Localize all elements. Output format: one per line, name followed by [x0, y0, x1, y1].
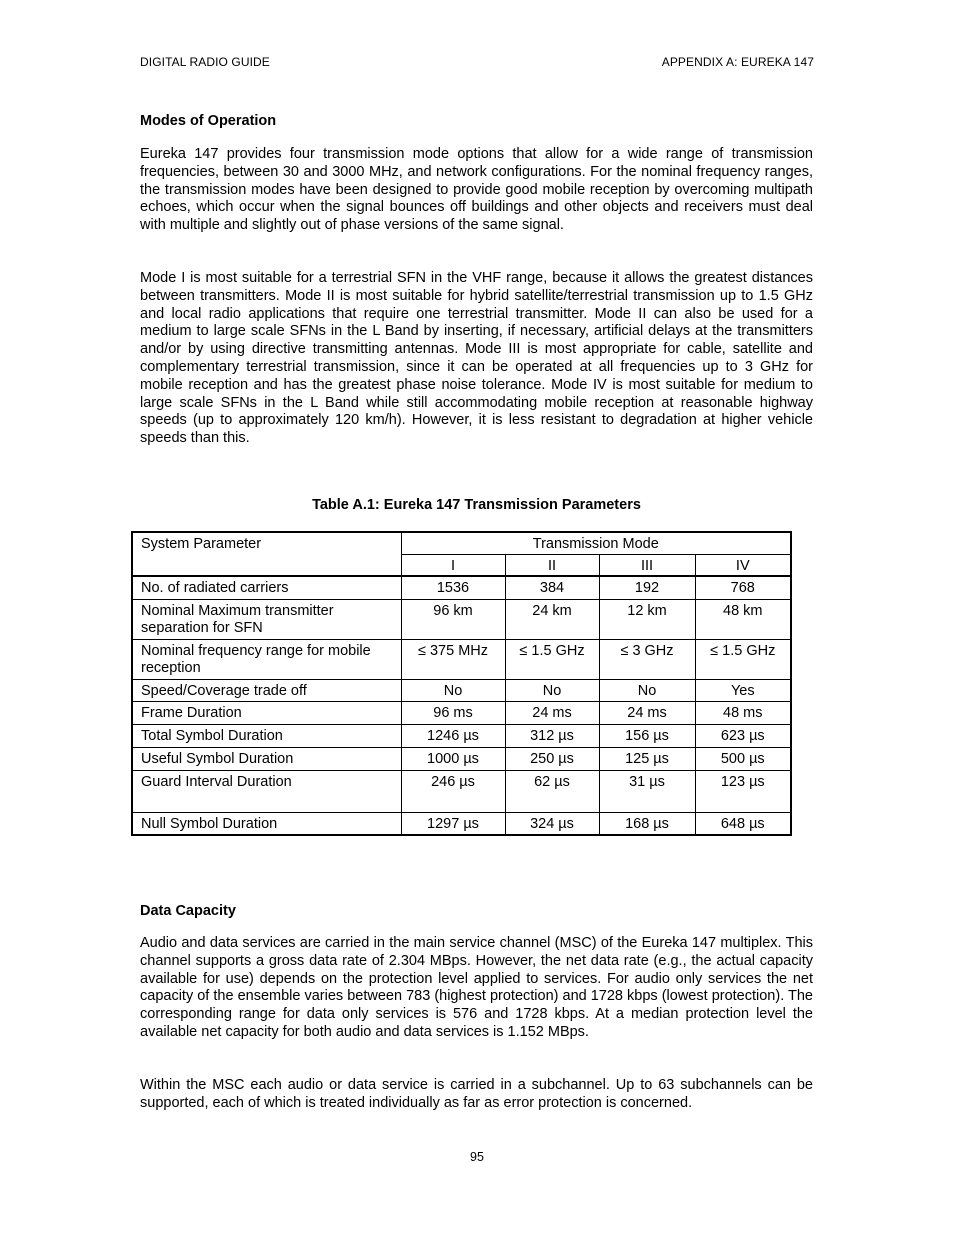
row-label: Guard Interval Duration — [132, 770, 401, 812]
page-number: 95 — [470, 1150, 484, 1164]
cell-value: 623 µs — [695, 724, 791, 747]
table-caption: Table A.1: Eureka 147 Transmission Parameters — [312, 497, 641, 513]
running-header-left: DIGITAL RADIO GUIDE — [140, 55, 270, 69]
cell-value: 648 µs — [695, 812, 791, 835]
table-row — [132, 770, 791, 812]
cell-value: 96 ms — [401, 702, 505, 725]
mode-header-IV: IV — [695, 554, 791, 576]
table-row — [132, 599, 791, 639]
table-row — [132, 747, 791, 770]
row-label: Speed/Coverage trade off — [132, 679, 401, 702]
row-label: Useful Symbol Duration — [132, 747, 401, 770]
cell-value: No — [401, 679, 505, 702]
cell-value: 24 ms — [505, 702, 599, 725]
paragraph-modes-intro: Eureka 147 provides four transmission mode options that allow for a wide range of transmission frequencies, between 30 and 3000 MHz, and network configurations. For the nominal frequency ranges, the transmission modes have been designed to provide good mobile reception by overcoming multipath echoes, which occur when the signal bounces off buildings and other objects and receivers must deal with multiple and slightly out of phase versions of the same signal. — [140, 146, 813, 234]
table-header-row — [132, 532, 791, 554]
cell-value: 500 µs — [695, 747, 791, 770]
row-label: Nominal frequency range for mobile reception — [132, 639, 401, 679]
cell-value: No — [599, 679, 695, 702]
cell-value: 123 µs — [695, 770, 791, 812]
mode-header-III: III — [599, 554, 695, 576]
cell-value: 31 µs — [599, 770, 695, 812]
table-row — [132, 724, 791, 747]
cell-value: 12 km — [599, 599, 695, 639]
cell-value: 384 — [505, 576, 599, 599]
cell-value: 192 — [599, 576, 695, 599]
cell-value: 156 µs — [599, 724, 695, 747]
cell-value: 1536 — [401, 576, 505, 599]
row-label: No. of radiated carriers — [132, 576, 401, 599]
transmission-parameters-table — [131, 531, 792, 836]
cell-value: 1297 µs — [401, 812, 505, 835]
table-row — [132, 679, 791, 702]
cell-value: 168 µs — [599, 812, 695, 835]
cell-value: 48 km — [695, 599, 791, 639]
cell-value: 246 µs — [401, 770, 505, 812]
row-label: Total Symbol Duration — [132, 724, 401, 747]
row-label: Nominal Maximum transmitter separation for SFN — [132, 599, 401, 639]
section-title-data-capacity: Data Capacity — [140, 903, 236, 919]
cell-value: 96 km — [401, 599, 505, 639]
table-row — [132, 812, 791, 835]
cell-value: 250 µs — [505, 747, 599, 770]
cell-value: 24 km — [505, 599, 599, 639]
cell-value: ≤ 3 GHz — [599, 639, 695, 679]
paragraph-modes-detail: Mode I is most suitable for a terrestrial SFN in the VHF range, because it allows the greatest distances between transmitters. Mode II is most suitable for hybrid satellite/terrestrial transmission up to 1.5 GHz and local radio applications that require one terrestrial transmitter. Mode II can also be used for a medium to large scale SFNs in the L Band by inserting, if necessary, artificial delays at the transmitters and/or by using directive transmitting antennas. Mode III is most appropriate for cable, satellite and complementary terrestrial transmission, since it can be operated at all frequencies up to 3 GHz for mobile reception and has the greatest phase noise tolerance. Mode IV is most suitable for medium to large scale SFNs in the L Band while still accommodating mobile reception at reasonable highway speeds (up to approximately 120 km/h). However, it is less resistant to degradation at higher vehicle speeds than this. — [140, 270, 813, 447]
cell-value: 48 ms — [695, 702, 791, 725]
row-label: Frame Duration — [132, 702, 401, 725]
section-title-modes: Modes of Operation — [140, 113, 277, 129]
param-header-cell: System Parameter — [132, 532, 401, 576]
mode-header-II: II — [505, 554, 599, 576]
mode-header-I: I — [401, 554, 505, 576]
cell-value: 62 µs — [505, 770, 599, 812]
table-row — [132, 639, 791, 679]
running-header-right: APPENDIX A: EUREKA 147 — [661, 55, 814, 69]
table-row — [132, 702, 791, 725]
cell-value: ≤ 1.5 GHz — [505, 639, 599, 679]
cell-value: 24 ms — [599, 702, 695, 725]
table-row — [132, 576, 791, 599]
cell-value: 324 µs — [505, 812, 599, 835]
mode-header-cell: Transmission Mode — [401, 532, 791, 554]
cell-value: 1246 µs — [401, 724, 505, 747]
cell-value: 312 µs — [505, 724, 599, 747]
cell-value: 1000 µs — [401, 747, 505, 770]
cell-value: ≤ 1.5 GHz — [695, 639, 791, 679]
cell-value: No — [505, 679, 599, 702]
row-label: Null Symbol Duration — [132, 812, 401, 835]
paragraph-subchannels: Within the MSC each audio or data service is carried in a subchannel. Up to 63 subchannels can be supported, each of which is treated individually as far as error protection is concerned. — [140, 1077, 813, 1111]
cell-value: 768 — [695, 576, 791, 599]
paragraph-data-capacity: Audio and data services are carried in the main service channel (MSC) of the Eureka 147 multiplex. This channel supports a gross data rate of 2.304 MBps. However, the net data rate (e.g., the actual capacity available for use) depends on the protection level applied to services. For audio only services the net capacity of the ensemble varies between 783 (highest protection) and 1728 kbps (lowest protection). The corresponding range for data only services is 576 and 1728 kbps. At a median protection level the available net capacity for both audio and data services is 1.152 MBps. — [140, 935, 813, 1040]
cell-value: Yes — [695, 679, 791, 702]
cell-value: ≤ 375 MHz — [401, 639, 505, 679]
cell-value: 125 µs — [599, 747, 695, 770]
